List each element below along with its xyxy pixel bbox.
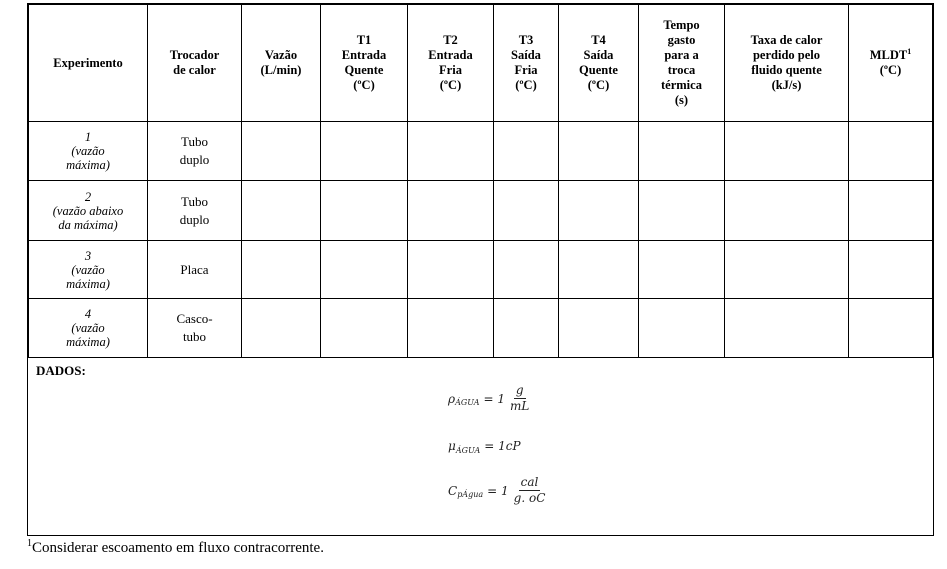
rho-symbol: ρ bbox=[448, 391, 456, 406]
header-line: (ºC) bbox=[353, 78, 375, 92]
empty-cell[interactable] bbox=[242, 181, 321, 241]
trocador-line: duplo bbox=[179, 211, 210, 227]
header-t4 bbox=[559, 5, 639, 122]
cp-denominator: g. oC bbox=[513, 491, 546, 505]
empty-cell[interactable] bbox=[559, 241, 639, 299]
header-line: T3 bbox=[518, 33, 534, 47]
empty-cell[interactable] bbox=[408, 299, 494, 358]
header-line: Tempo bbox=[663, 18, 700, 32]
footnote-text: Considerar escoamento em fluxo contracorrente. bbox=[32, 540, 324, 556]
experiment-line: 1 bbox=[84, 130, 92, 144]
header-line: Fria bbox=[439, 63, 462, 77]
rho-numerator: g bbox=[515, 383, 524, 397]
table-row bbox=[29, 181, 933, 241]
header-line: (ºC) bbox=[515, 78, 537, 92]
experiment-line: (vazão bbox=[71, 262, 105, 277]
empty-cell[interactable] bbox=[849, 181, 933, 241]
header-line: perdido pelo bbox=[752, 48, 821, 62]
experiment-line: máxima) bbox=[66, 335, 110, 349]
header-line: Fria bbox=[514, 63, 538, 77]
experiment-line: máxima) bbox=[66, 158, 110, 172]
dados-label: DADOS: bbox=[36, 363, 86, 378]
header-t2 bbox=[408, 5, 494, 122]
header-t1 bbox=[321, 5, 408, 122]
empty-cell[interactable] bbox=[321, 122, 408, 181]
experiment-cell bbox=[29, 122, 148, 181]
header-line: T4 bbox=[591, 33, 606, 47]
header-line: (ºC) bbox=[879, 63, 902, 77]
footnote bbox=[27, 540, 324, 557]
header-line: gasto bbox=[667, 33, 696, 47]
header-experimento bbox=[29, 5, 148, 122]
header-tempo bbox=[639, 5, 725, 122]
header-mldt bbox=[849, 5, 933, 122]
header-superscript: 1 bbox=[907, 46, 912, 56]
header-line: Saída bbox=[583, 48, 614, 62]
trocador-line: Placa bbox=[180, 261, 209, 277]
dados-section bbox=[28, 361, 932, 534]
mu-subscript: ÁGUA bbox=[455, 445, 481, 455]
header-line: (kJ/s) bbox=[771, 78, 802, 92]
empty-cell[interactable] bbox=[849, 241, 933, 299]
cp-subscript: pÁgua bbox=[457, 490, 484, 499]
trocador-line: duplo bbox=[179, 152, 210, 167]
header-t3 bbox=[494, 5, 559, 122]
mu-equation bbox=[448, 439, 521, 453]
experiment-cell bbox=[29, 299, 148, 358]
trocador-cell bbox=[148, 299, 242, 358]
experiment-line: 2 bbox=[84, 189, 92, 204]
empty-cell[interactable] bbox=[725, 299, 849, 358]
experiment-table bbox=[28, 4, 933, 358]
rho-value: = 1 bbox=[483, 391, 506, 406]
mu-value: = 1cP bbox=[484, 439, 521, 453]
header-line: (ºC) bbox=[439, 78, 462, 92]
empty-cell[interactable] bbox=[408, 241, 494, 299]
trocador-cell bbox=[148, 122, 242, 181]
rho-denominator: mL bbox=[510, 399, 530, 413]
footnote-marker: 1 bbox=[27, 538, 32, 549]
empty-cell[interactable] bbox=[242, 299, 321, 358]
header-line: T2 bbox=[443, 33, 458, 47]
header-line: Taxa de calor bbox=[750, 33, 823, 47]
table-row bbox=[29, 122, 933, 181]
experiment-line: (vazão bbox=[71, 144, 105, 158]
header-line: Quente bbox=[579, 63, 618, 77]
empty-cell[interactable] bbox=[321, 181, 408, 241]
header-line: Experimento bbox=[53, 55, 123, 70]
rho-equation bbox=[448, 383, 531, 414]
empty-cell[interactable] bbox=[242, 241, 321, 299]
cp-symbol: C bbox=[448, 483, 458, 498]
header-line: fluido quente bbox=[751, 63, 822, 77]
header-line: (L/min) bbox=[260, 63, 302, 77]
empty-cell[interactable] bbox=[849, 299, 933, 358]
empty-cell[interactable] bbox=[639, 181, 725, 241]
cp-numerator: cal bbox=[520, 475, 539, 489]
empty-cell[interactable] bbox=[321, 241, 408, 299]
trocador-line: Tubo bbox=[181, 193, 208, 209]
empty-cell[interactable] bbox=[849, 122, 933, 181]
empty-cell[interactable] bbox=[559, 122, 639, 181]
header-line: Vazão bbox=[264, 48, 298, 62]
empty-cell[interactable] bbox=[725, 122, 849, 181]
trocador-cell bbox=[148, 241, 242, 299]
trocador-cell bbox=[148, 181, 242, 241]
data-sheet-frame bbox=[27, 3, 934, 536]
header-line: Quente bbox=[344, 63, 384, 77]
empty-cell[interactable] bbox=[321, 299, 408, 358]
table-row bbox=[29, 299, 933, 358]
empty-cell[interactable] bbox=[559, 181, 639, 241]
experiment-cell bbox=[29, 181, 148, 241]
mu-symbol: μ bbox=[448, 439, 456, 453]
experiment-line: (vazão abaixo bbox=[52, 203, 124, 218]
experiment-line: máxima) bbox=[66, 276, 110, 291]
empty-cell[interactable] bbox=[494, 181, 559, 241]
experiment-line: 4 bbox=[84, 307, 92, 321]
header-line: Entrada bbox=[341, 48, 387, 62]
empty-cell[interactable] bbox=[639, 122, 725, 181]
empty-cell[interactable] bbox=[242, 122, 321, 181]
empty-cell[interactable] bbox=[639, 299, 725, 358]
empty-cell[interactable] bbox=[494, 122, 559, 181]
empty-cell[interactable] bbox=[494, 299, 559, 358]
empty-cell[interactable] bbox=[639, 241, 725, 299]
header-taxa bbox=[725, 5, 849, 122]
trocador-line: Tubo bbox=[181, 134, 208, 149]
header-line: troca bbox=[667, 63, 696, 77]
table-row bbox=[29, 241, 933, 299]
empty-cell[interactable] bbox=[408, 122, 494, 181]
experiment-line: 3 bbox=[84, 248, 92, 263]
empty-cell[interactable] bbox=[494, 241, 559, 299]
header-line: Saída bbox=[511, 48, 541, 62]
header-line: para a bbox=[664, 48, 699, 62]
header-row bbox=[29, 5, 933, 122]
header-line: (s) bbox=[674, 93, 689, 107]
header-vazao bbox=[242, 5, 321, 122]
cp-equation bbox=[448, 475, 547, 506]
header-line: Trocador bbox=[169, 48, 220, 62]
trocador-line: tubo bbox=[182, 329, 207, 344]
trocador-line: Casco- bbox=[176, 311, 213, 326]
cp-value: = 1 bbox=[487, 483, 509, 498]
experiment-line: da máxima) bbox=[58, 217, 118, 232]
rho-fraction bbox=[508, 383, 531, 414]
header-trocador bbox=[148, 5, 242, 122]
empty-cell[interactable] bbox=[725, 241, 849, 299]
rho-subscript: ÁGUA bbox=[455, 398, 480, 407]
experiment-line: (vazão bbox=[71, 321, 105, 335]
header-line: (ºC) bbox=[587, 78, 610, 92]
header-line: T1 bbox=[356, 33, 372, 47]
empty-cell[interactable] bbox=[559, 299, 639, 358]
header-line: térmica bbox=[661, 78, 702, 92]
header-line: de calor bbox=[173, 63, 216, 77]
header-line: MLDT bbox=[869, 48, 908, 62]
experiment-cell bbox=[29, 241, 148, 299]
header-line: Entrada bbox=[428, 48, 473, 62]
empty-cell[interactable] bbox=[408, 181, 494, 241]
empty-cell[interactable] bbox=[725, 181, 849, 241]
cp-fraction bbox=[512, 475, 548, 506]
